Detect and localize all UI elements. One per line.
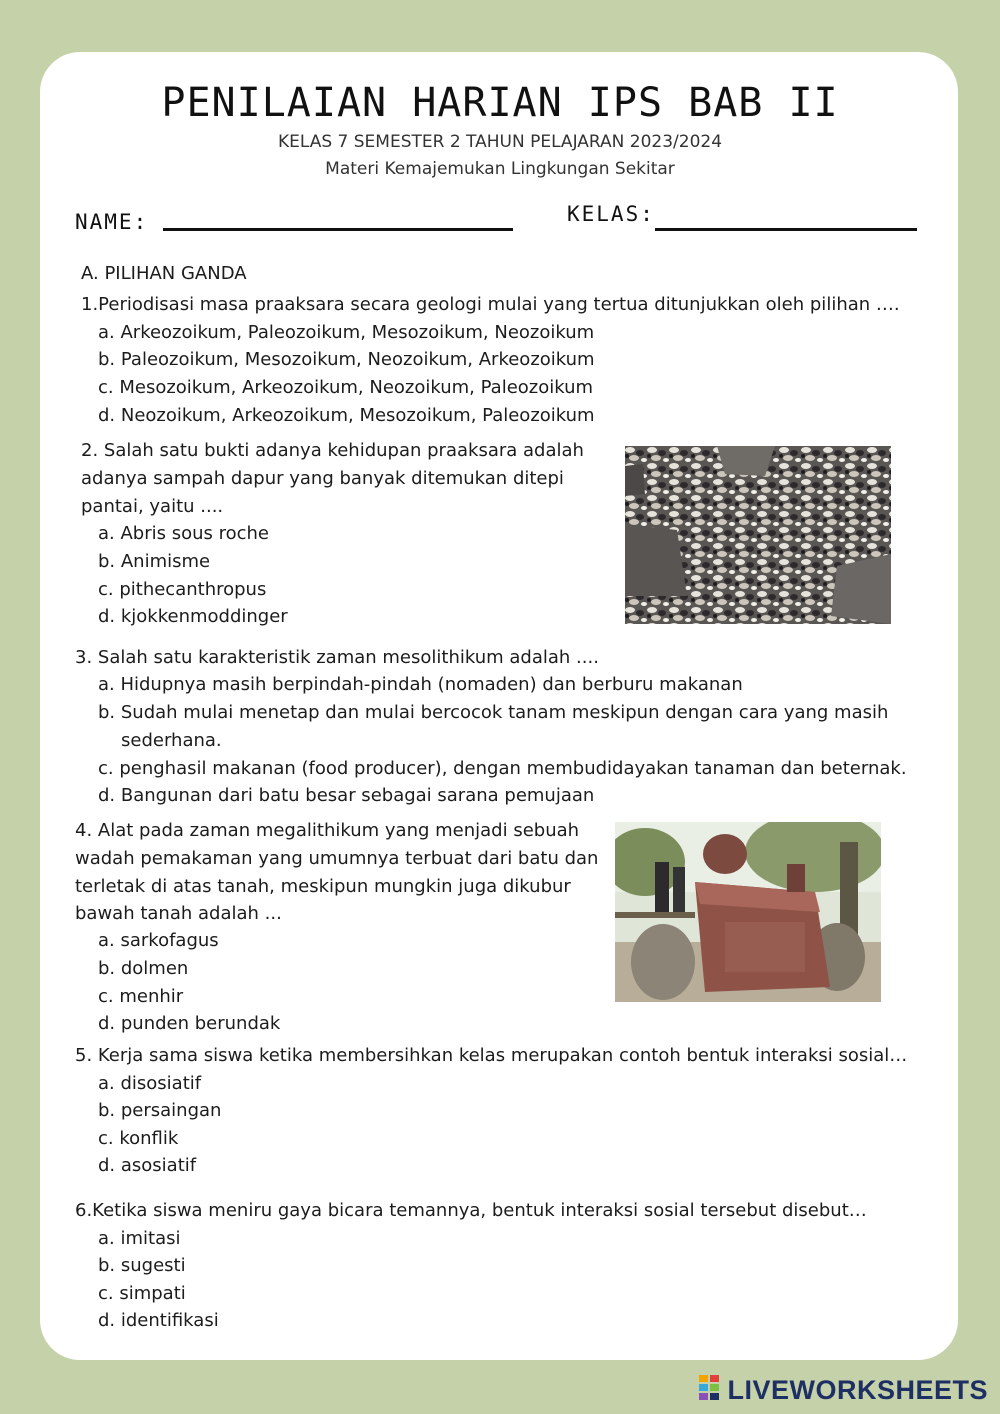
liveworksheets-brand[interactable] (699, 1373, 988, 1407)
q5-option-c[interactable]: c. konflik (98, 1128, 179, 1149)
question-6-text: 6.Ketika siswa meniru gaya bicara temannya, bentuk interaksi sosial tersebut disebut… (75, 1200, 867, 1221)
question-4-text: 4. Alat pada zaman megalithikum yang menjadi sebuah (75, 820, 580, 841)
q2-option-d[interactable]: d. kjokkenmoddinger (98, 606, 288, 627)
q6-option-a[interactable]: a. imitasi (98, 1228, 181, 1249)
question-2-text: pantai, yaitu .... (81, 496, 224, 517)
q4-option-d[interactable]: d. punden berundak (98, 1013, 281, 1034)
q1-option-b[interactable]: b. Paleozoikum, Mesozoikum, Neozoikum, Arkeozoikum (98, 349, 595, 370)
question-4-text: terletak di atas tanah, meskipun mungkin juga dikubur (75, 876, 571, 897)
q3-option-c[interactable]: c. penghasil makanan (food producer), dengan membudidayakan tanaman dan beternak. (98, 758, 907, 779)
q4-option-b[interactable]: b. dolmen (98, 958, 189, 979)
page-title: PENILAIAN HARIAN IPS BAB II (161, 80, 839, 126)
q1-option-c[interactable]: c. Mesozoikum, Arkeozoikum, Neozoikum, Paleozoikum (98, 377, 594, 398)
q4-option-c[interactable]: c. menhir (98, 986, 184, 1007)
question-4-text: wadah pemakaman yang umumnya terbuat dari batu dan (75, 848, 599, 869)
q3-option-b[interactable]: b. Sudah mulai menetap dan mulai bercocok tanam meskipun dengan cara yang masih (98, 702, 889, 723)
q3-option-b-continued: sederhana. (121, 730, 222, 751)
name-field[interactable] (163, 228, 513, 231)
q5-option-d[interactable]: d. asosiatif (98, 1155, 197, 1176)
q2-option-a[interactable]: a. Abris sous roche (98, 523, 270, 544)
question-2-text: 2. Salah satu bukti adanya kehidupan praaksara adalah (81, 440, 584, 461)
class-field[interactable] (655, 228, 917, 231)
q3-option-d[interactable]: d. Bangunan dari batu besar sebagai sarana pemujaan (98, 785, 595, 806)
liveworksheets-logo-icon (699, 1375, 721, 1405)
class-label: KELAS: (567, 202, 655, 226)
shell-heap-photo (625, 446, 891, 624)
question-3-text: 3. Salah satu karakteristik zaman mesolithikum adalah .... (75, 647, 599, 668)
q2-option-c[interactable]: c. pithecanthropus (98, 579, 267, 600)
q6-option-d[interactable]: d. identifikasi (98, 1310, 219, 1331)
topic-line: Materi Kemajemukan Lingkungan Sekitar (325, 159, 675, 179)
page-subtitle: KELAS 7 SEMESTER 2 TAHUN PELAJARAN 2023/2024 (277, 132, 723, 152)
q5-option-b[interactable]: b. persaingan (98, 1100, 222, 1121)
q1-option-d[interactable]: d. Neozoikum, Arkeozoikum, Mesozoikum, Paleozoikum (98, 405, 595, 426)
name-label: NAME: (75, 210, 149, 234)
question-5-text: 5. Kerja sama siswa ketika membersihkan kelas merupakan contoh bentuk interaksi sosial… (75, 1045, 908, 1066)
question-4-text: bawah tanah adalah ... (75, 903, 282, 924)
brand-name: LIVEWORKSHEETS (727, 1374, 988, 1405)
question-1-text: 1.Periodisasi masa praaksara secara geologi mulai yang tertua ditunjukkan oleh pilihan …. (81, 294, 900, 315)
q5-option-a[interactable]: a. disosiatif (98, 1073, 202, 1094)
section-heading: A. PILIHAN GANDA (81, 263, 247, 284)
sarcophagus-photo (615, 822, 881, 1002)
q1-option-a[interactable]: a. Arkeozoikum, Paleozoikum, Mesozoikum, Neozoikum (98, 322, 595, 343)
q6-option-b[interactable]: b. sugesti (98, 1255, 186, 1276)
question-2-text: adanya sampah dapur yang banyak ditemukan ditepi (81, 468, 564, 489)
q3-option-a[interactable]: a. Hidupnya masih berpindah-pindah (nomaden) dan berburu makanan (98, 674, 743, 695)
q6-option-c[interactable]: c. simpati (98, 1283, 186, 1304)
q2-option-b[interactable]: b. Animisme (98, 551, 211, 572)
q4-option-a[interactable]: a. sarkofagus (98, 930, 219, 951)
